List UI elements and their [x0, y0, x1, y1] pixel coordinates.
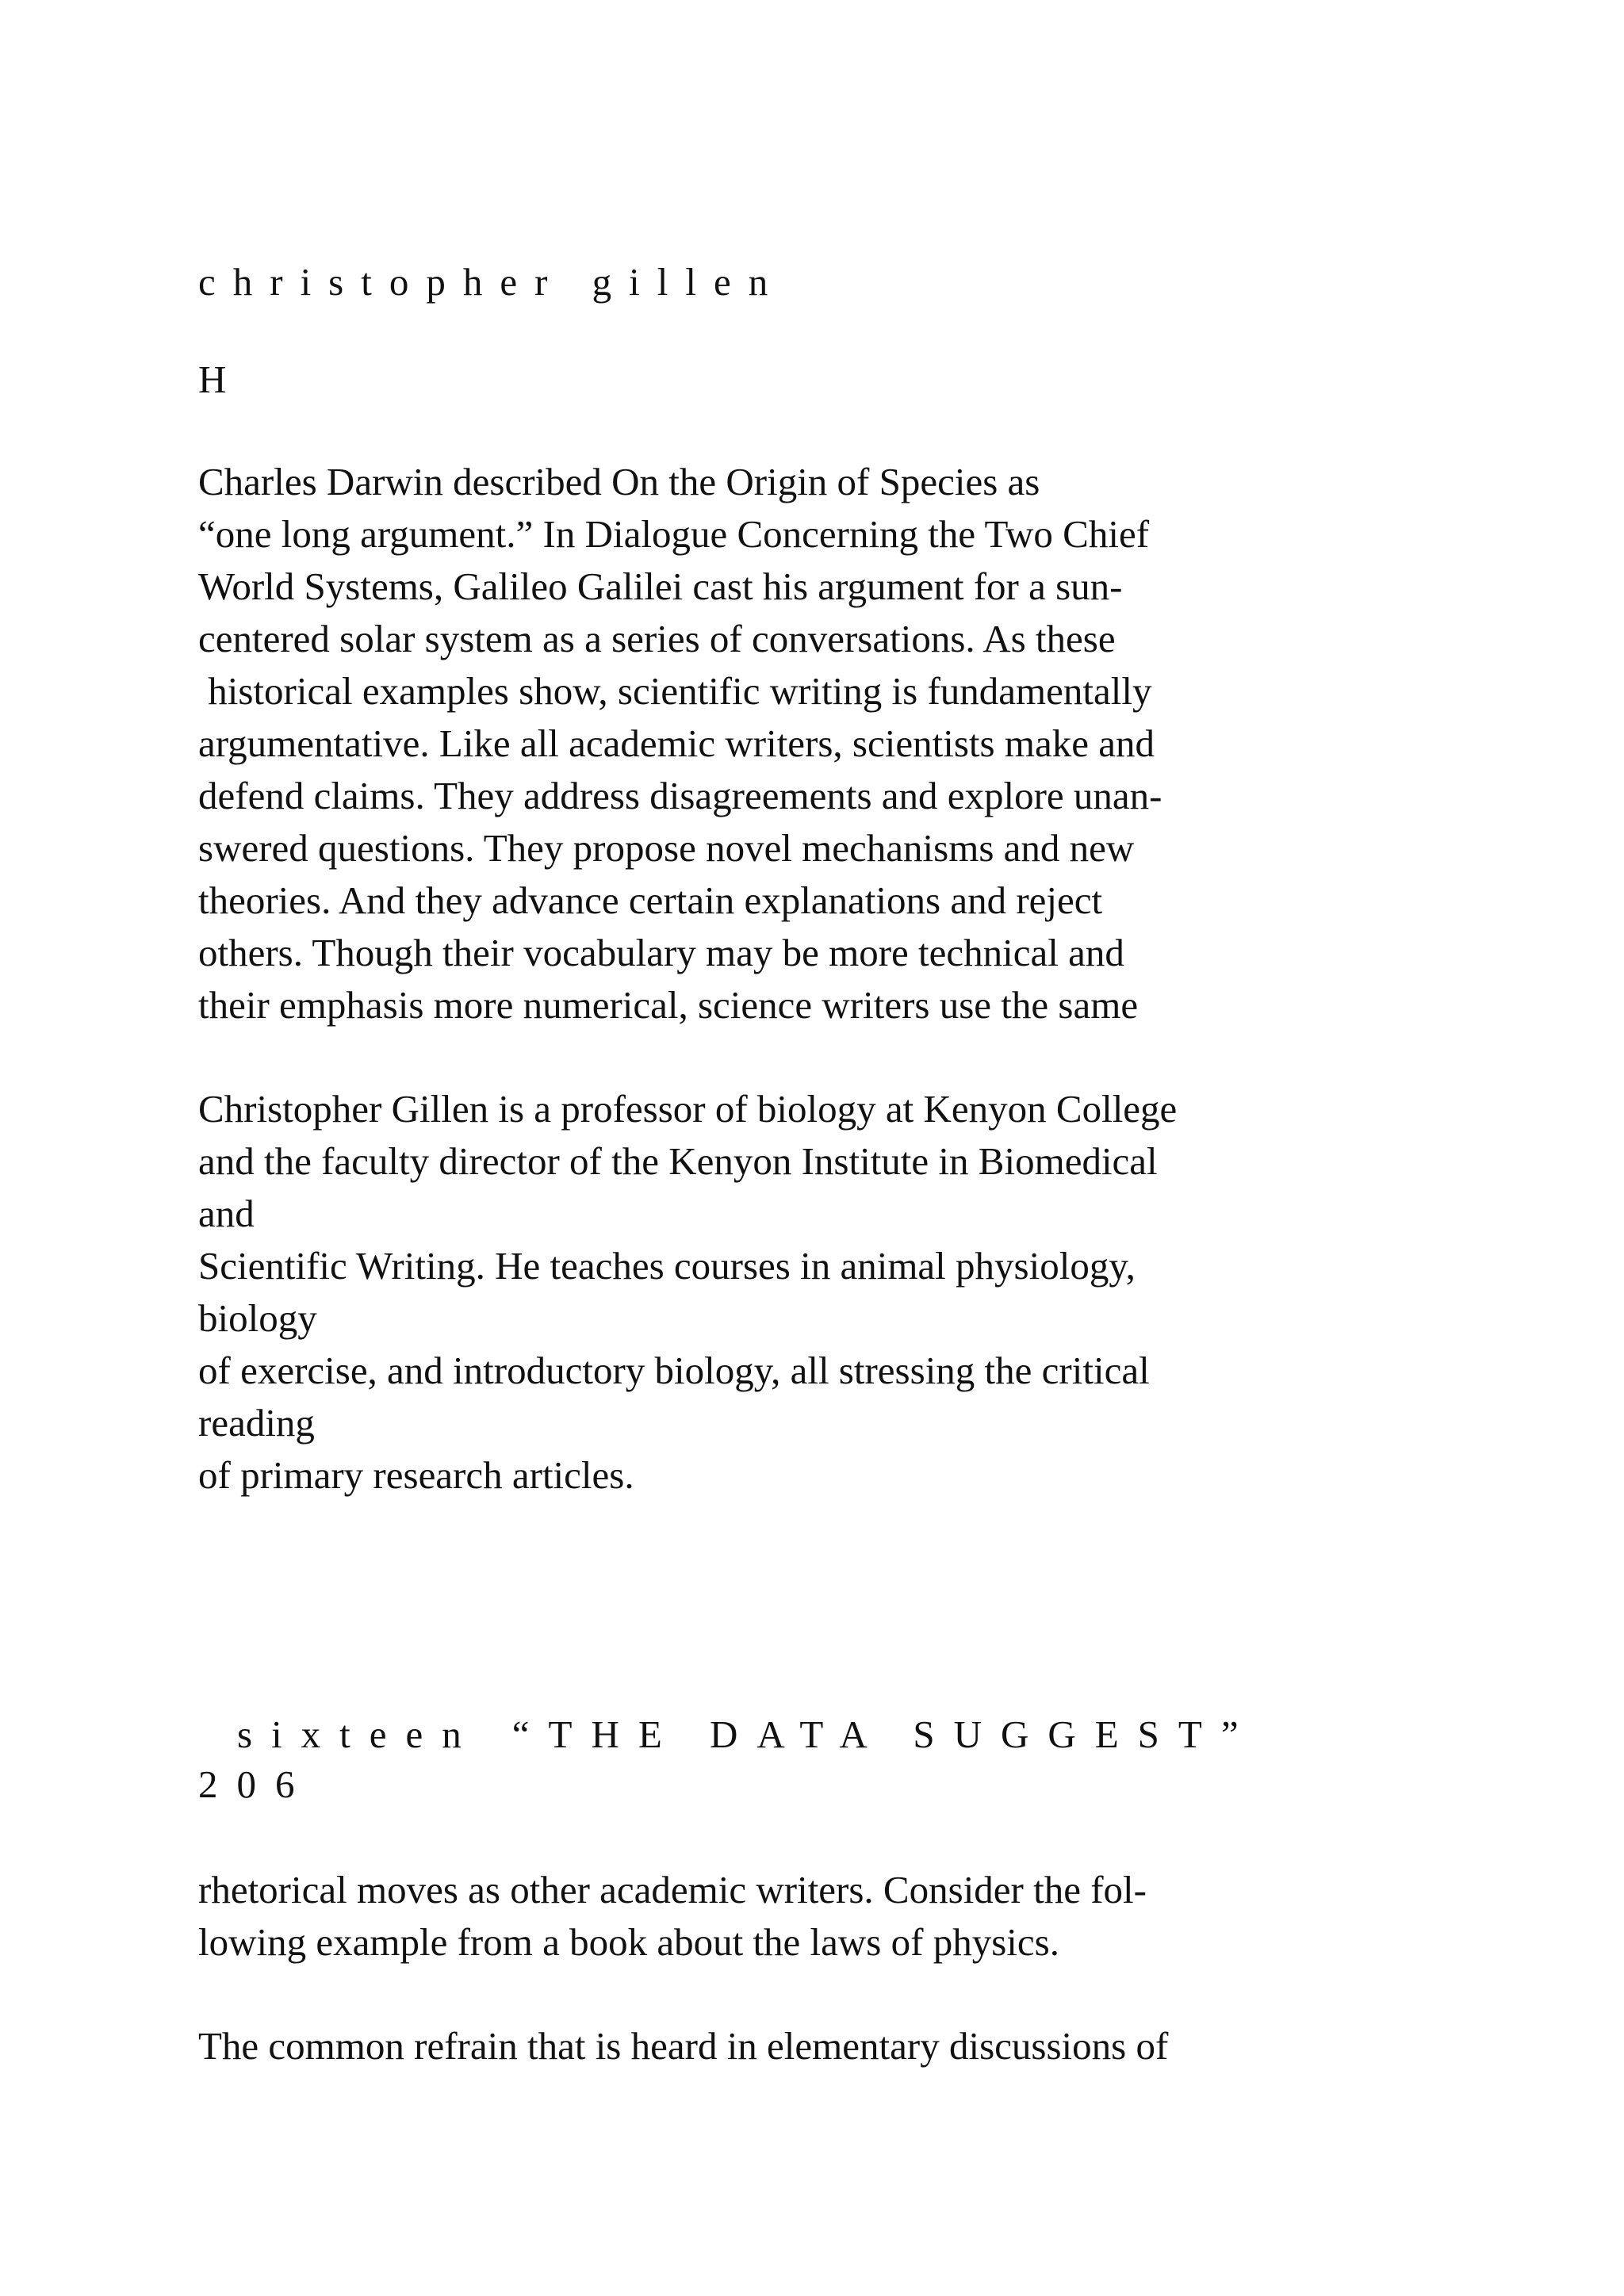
page-number: 206 [198, 1762, 314, 1806]
intro-line: others. Though their vocabulary may be more technical and [198, 931, 1124, 974]
intro-line: historical examples show, scientific writing is fundamentally [198, 669, 1152, 713]
body-line: rhetorical moves as other academic writers. Consider the fol- [198, 1868, 1147, 1911]
intro-line: Charles Darwin described On the Origin of Species as [198, 460, 1040, 503]
drop-cap-letter: H [198, 358, 227, 401]
bio-line: biology [198, 1296, 317, 1340]
intro-line: theories. And they advance certain explanations and reject [198, 878, 1103, 922]
intro-line: swered questions. They propose novel mechanisms and new [198, 826, 1135, 870]
bio-line: Christopher Gillen is a professor of biology at Kenyon College [198, 1087, 1178, 1131]
body-line: The common refrain that is heard in elementary discussions of [198, 2024, 1169, 2068]
running-head [198, 1656, 1258, 1813]
intro-line: defend claims. They address disagreements and explore unan- [198, 774, 1162, 817]
bio-line: of primary research articles. [198, 1453, 634, 1497]
chapter-title: “THE DATA SUGGEST” [511, 1712, 1258, 1756]
intro-line: argumentative. Like all academic writers, scientists make and [198, 721, 1155, 765]
author-name: christopher gillen [198, 260, 786, 304]
bio-line: of exercise, and introductory biology, all stressing the critical [198, 1349, 1150, 1392]
intro-line: centered solar system as a series of conversations. As these [198, 617, 1116, 660]
intro-line: World Systems, Galileo Galilei cast his argument for a sun- [198, 564, 1123, 608]
bio-line: and the faculty director of the Kenyon Institute in Biomedical [198, 1139, 1158, 1183]
body-line: lowing example from a book about the laws of physics. [198, 1920, 1059, 1964]
bio-line: and [198, 1192, 255, 1235]
intro-line: “one long argument.” In Dialogue Concerning the Two Chief [198, 512, 1150, 556]
chapter-number: sixteen [237, 1712, 481, 1756]
bio-line: Scientific Writing. He teaches courses in animal physiology, [198, 1244, 1136, 1288]
bio-line: reading [198, 1401, 315, 1445]
intro-line: their emphasis more numerical, science writers use the same [198, 983, 1139, 1027]
